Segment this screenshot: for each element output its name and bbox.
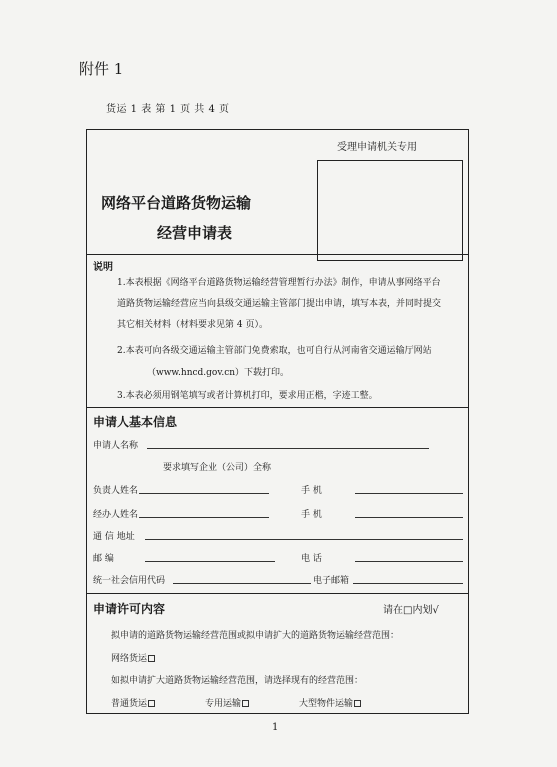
instruction-item3: 3.本表必须用钢笔填写或者计算机打印，要求用正楷，字迹工整。 (117, 391, 378, 401)
checkbox-instruction: 请在□内划√ (383, 605, 439, 616)
email-label: 电子邮箱 (313, 576, 350, 586)
option-network-freight[interactable] (111, 651, 155, 664)
credit-code-field[interactable] (173, 573, 311, 584)
leader-mobile-field[interactable] (355, 483, 463, 494)
attachment-label: 附件 1 (79, 60, 124, 78)
option-special-transport[interactable] (205, 696, 249, 709)
office-use-box (317, 160, 463, 261)
general-freight-checkbox[interactable] (148, 700, 155, 707)
handler-name-label: 经办人姓名 (93, 510, 139, 520)
leader-name-label: 负责人姓名 (93, 486, 139, 496)
option-special-transport-label: 专用运输 (205, 699, 242, 709)
option-large-cargo[interactable] (299, 696, 361, 709)
option-large-cargo-label: 大型物件运输 (299, 699, 354, 709)
instruction-item2-line2: （www.hncd.gov.cn）下载打印。 (147, 368, 290, 378)
large-cargo-checkbox[interactable] (354, 700, 361, 707)
credit-code-label: 统一社会信用代码 (93, 576, 166, 586)
option-network-freight-label: 网络货运 (111, 654, 148, 664)
scope-question: 拟申请的道路货物运输经营范围或拟申请扩大的道路货物运输经营范围： (111, 631, 400, 641)
handler-name-field[interactable] (139, 507, 269, 518)
instruction-item1-line1: 1.本表根据《网络平台道路货物运输经营管理暂行办法》制作，申请从事网络平台 (117, 278, 441, 288)
phone-label: 电 话 (301, 554, 322, 564)
expand-question: 如拟申请扩大道路货物运输经营范围，请选择现有的经营范围： (111, 676, 364, 686)
instruction-item2-line1: 2.本表可向各级交通运输主管部门免费索取，也可自行从河南省交通运输厅网站 (117, 346, 432, 356)
form-title-line1: 网络平台道路货物运输 (101, 194, 252, 212)
divider (87, 254, 468, 255)
applicant-heading: 申请人基本信息 (93, 415, 178, 429)
option-general-freight-label: 普通货运 (111, 699, 148, 709)
instruction-item1-line3: 其它相关材料（材料要求见第 4 页）。 (117, 320, 268, 330)
handler-mobile-label: 手 机 (301, 510, 322, 520)
divider (87, 407, 468, 408)
address-label: 通 信 地址 (93, 532, 135, 542)
network-freight-checkbox[interactable] (148, 655, 155, 662)
phone-field[interactable] (355, 551, 463, 562)
address-field[interactable] (145, 529, 463, 540)
office-use-label: 受理申请机关专用 (337, 142, 417, 153)
form-title-line2: 经营申请表 (157, 224, 233, 242)
page-number: 1 (272, 722, 279, 733)
leader-mobile-label: 手 机 (301, 486, 322, 496)
leader-name-field[interactable] (139, 483, 269, 494)
application-form (86, 129, 469, 714)
applicant-name-field[interactable] (147, 438, 429, 449)
option-general-freight[interactable] (111, 696, 155, 709)
instructions-heading: 说明 (93, 262, 113, 273)
applicant-name-hint: 要求填写企业（公司）全称 (163, 463, 272, 473)
handler-mobile-field[interactable] (355, 507, 463, 518)
email-field[interactable] (353, 573, 463, 584)
page-info: 货运 1 表 第 1 页 共 4 页 (106, 104, 230, 115)
postcode-field[interactable] (145, 551, 275, 562)
divider (87, 593, 468, 594)
permit-heading: 申请许可内容 (93, 602, 166, 616)
applicant-name-label: 申请人名称 (93, 441, 139, 451)
postcode-label: 邮 编 (93, 554, 114, 564)
special-transport-checkbox[interactable] (242, 700, 249, 707)
instruction-item1-line2: 道路货物运输经营应当向县级交通运输主管部门提出申请，填写本表，并同时提交 (117, 299, 442, 309)
